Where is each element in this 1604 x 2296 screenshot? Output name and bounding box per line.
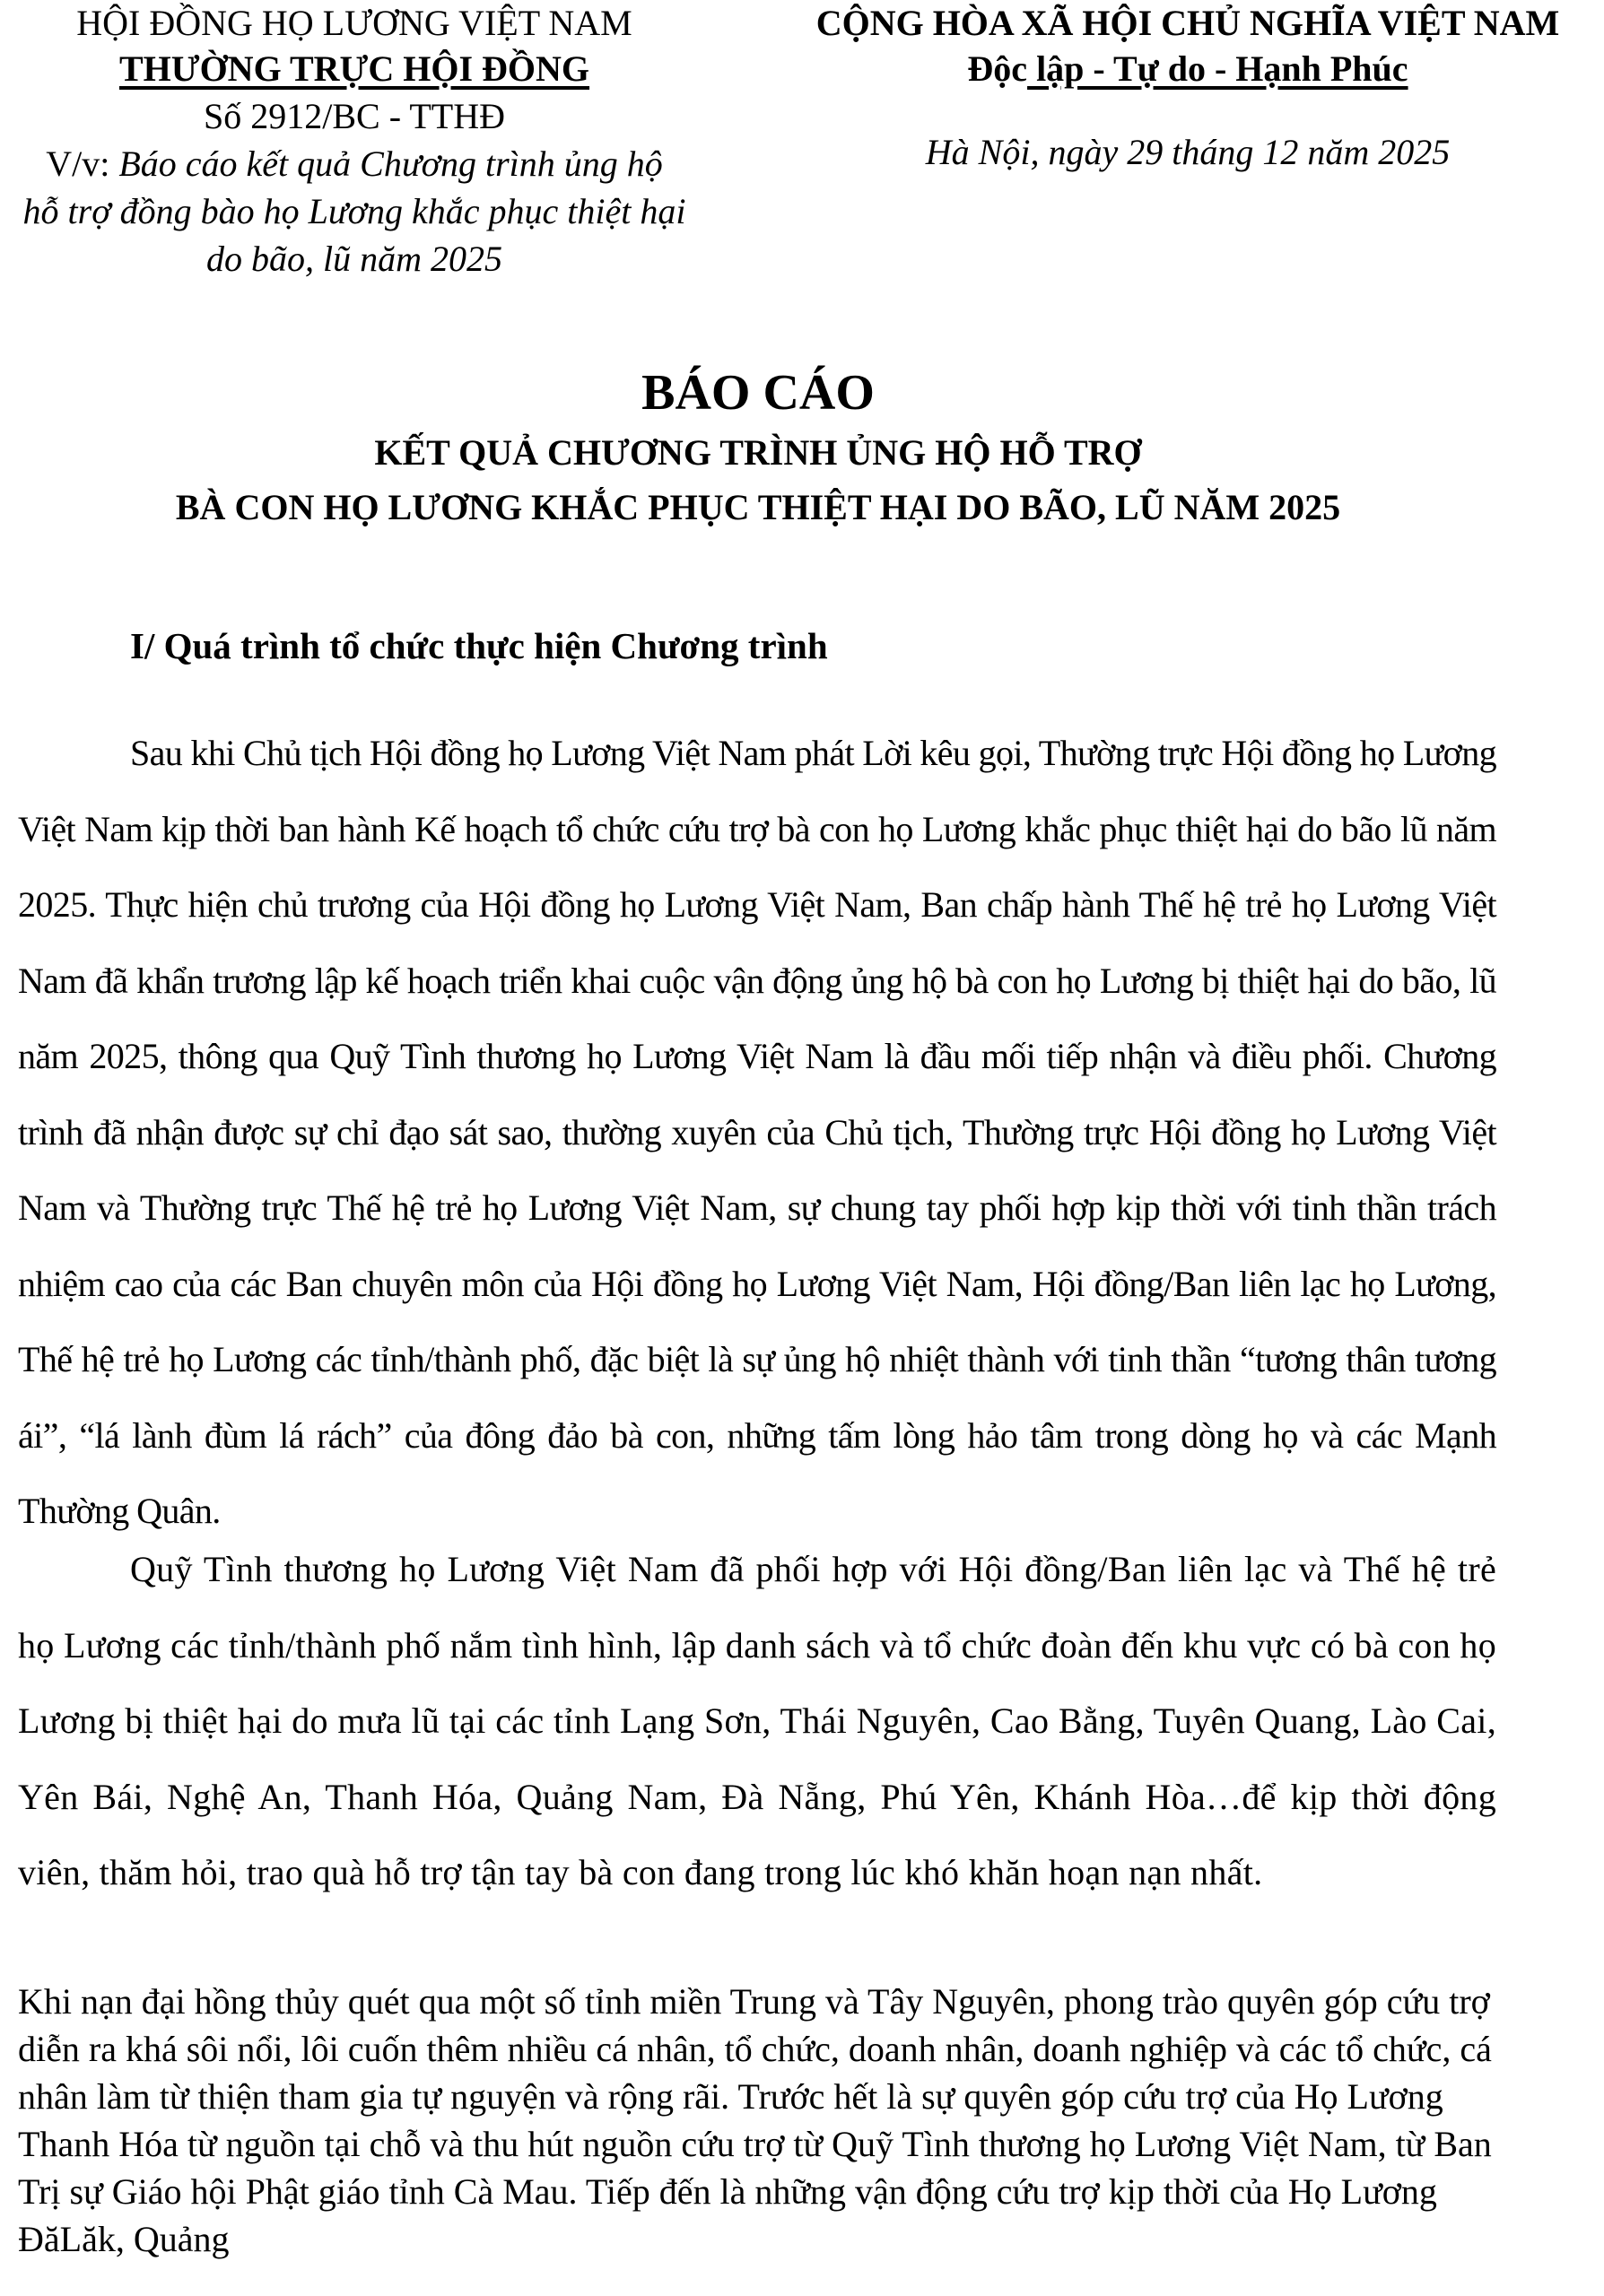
motto-lead: Độc [967, 48, 1028, 89]
body-paragraph-2: Quỹ Tình thương họ Lương Việt Nam đã phối hợp với Hội đồng/Ban liên lạc và Thế hệ trẻ họ Lương các tỉnh/thành phố nắm tình hình, lập danh sách và tổ chức đoàn đến khu vực có bà con họ Lương bị thiệt hại do mưa lũ tại các tỉnh Lạng Sơn, Thái Nguyên, Cao Bằng, Tuyên Quang, Lào Cai, Yên Bái, Nghệ An, Thanh Hóa, Quảng Nam, Đà Nẵng, Phú Yên, Khánh Hòa…để kịp thời động viên, thăm hỏi, trao quà hỗ trợ tận tay bà con đang trong lúc khó khăn hoạn nạn nhất. [18, 1549, 1496, 1892]
subject-text-3: do bão, lũ năm 2025 [206, 239, 502, 279]
national-header [771, 0, 1604, 175]
national-motto [771, 46, 1604, 91]
report-subtitle-1: KẾT QUẢ CHƯƠNG TRÌNH ỦNG HỘ HỖ TRỢ [374, 432, 1142, 473]
report-title: BÁO CÁO [641, 365, 875, 421]
country-name: CỘNG HÒA XÃ HỘI CHỦ NGHĨA VIỆT NAM [815, 3, 1560, 43]
org-name: HỘI ĐỒNG HỌ LƯƠNG VIỆT NAM [76, 3, 632, 43]
section-heading: I/ Quá trình tổ chức thực hiện Chương trình [130, 625, 828, 666]
doc-number: Số 2912/BC - TTHĐ [204, 96, 505, 136]
issuer-block [0, 0, 709, 282]
body-paragraph-3: Khi nạn đại hồng thủy quét qua một số tỉnh miền Trung và Tây Nguyên, phong trào quyên góp cứu trợ diễn ra khá sôi nổi, lôi cuốn thêm nhiều cá nhân, tổ chức, doanh nhân, doanh nghiệp và các tổ chức, cá nhân làm từ thiện tham gia tự nguyện và rộng rãi. Trước hết là sự quyên góp cứu trợ của Họ Lương Thanh Hóa từ nguồn tại chỗ và thu hút nguồn cứu trợ từ Quỹ Tình thương họ Lương Việt Nam, từ Ban Trị sự Giáo hội Phật giáo tỉnh Cà Mau. Tiếp đến là những vận động cứu trợ kịp thời của Họ Lương ĐăLăk, Quảng [18, 1981, 1492, 2259]
report-title-block [0, 361, 1516, 535]
motto-rest: lập - Tự do - Hạnh Phúc [1027, 48, 1408, 89]
subject-prefix: V/v: [46, 144, 110, 184]
subject-text-1: Báo cáo kết quả Chương trình ủng hộ [118, 144, 663, 184]
report-subtitle-2: BÀ CON HỌ LƯƠNG KHẮC PHỤC THIỆT HẠI DO BÃO, LŨ NĂM 2025 [175, 487, 1341, 527]
place-date: Hà Nội, ngày 29 tháng 12 năm 2025 [925, 132, 1451, 172]
org-sub-name: THƯỜNG TRỰC HỘI ĐỒNG [118, 48, 590, 89]
subject-text-2: hỗ trợ đồng bào họ Lương khắc phục thiệt hại [22, 191, 686, 231]
body-paragraph-1: Sau khi Chủ tịch Hội đồng họ Lương Việt Nam phát Lời kêu gọi, Thường trực Hội đồng họ Lương Việt Nam kịp thời ban hành Kế hoạch tổ chức cứu trợ bà con họ Lương khắc phục thiệt hại do bão lũ năm 2025. Thực hiện chủ trương của Hội đồng họ Lương Việt Nam, Ban chấp hành Thế hệ trẻ họ Lương Việt Nam đã khẩn trương lập kế hoạch triển khai cuộc vận động ủng hộ bà con họ Lương bị thiệt hại do bão, lũ năm 2025, thông qua Quỹ Tình thương họ Lương Việt Nam là đầu mối tiếp nhận và điều phối. Chương trình đã nhận được sự chỉ đạo sát sao, thường xuyên của Chủ tịch, Thường trực Hội đồng họ Lương Việt Nam và Thường trực Thế hệ trẻ họ Lương Việt Nam, sự chung tay phối hợp kịp thời với tinh thần trách nhiệm cao của các Ban chuyên môn của Hội đồng họ Lương Việt Nam, Hội đồng/Ban liên lạc họ Lương, Thế hệ trẻ họ Lương các tỉnh/thành phố, đặc biệt là sự ủng hộ nhiệt thành với tinh thần “tương thân tương ái”, “lá lành đùm lá rách” của đông đảo bà con, những tấm lòng hảo tâm trong dòng họ và các Mạnh Thường Quân. [18, 733, 1496, 1531]
subject-line [0, 141, 709, 187]
